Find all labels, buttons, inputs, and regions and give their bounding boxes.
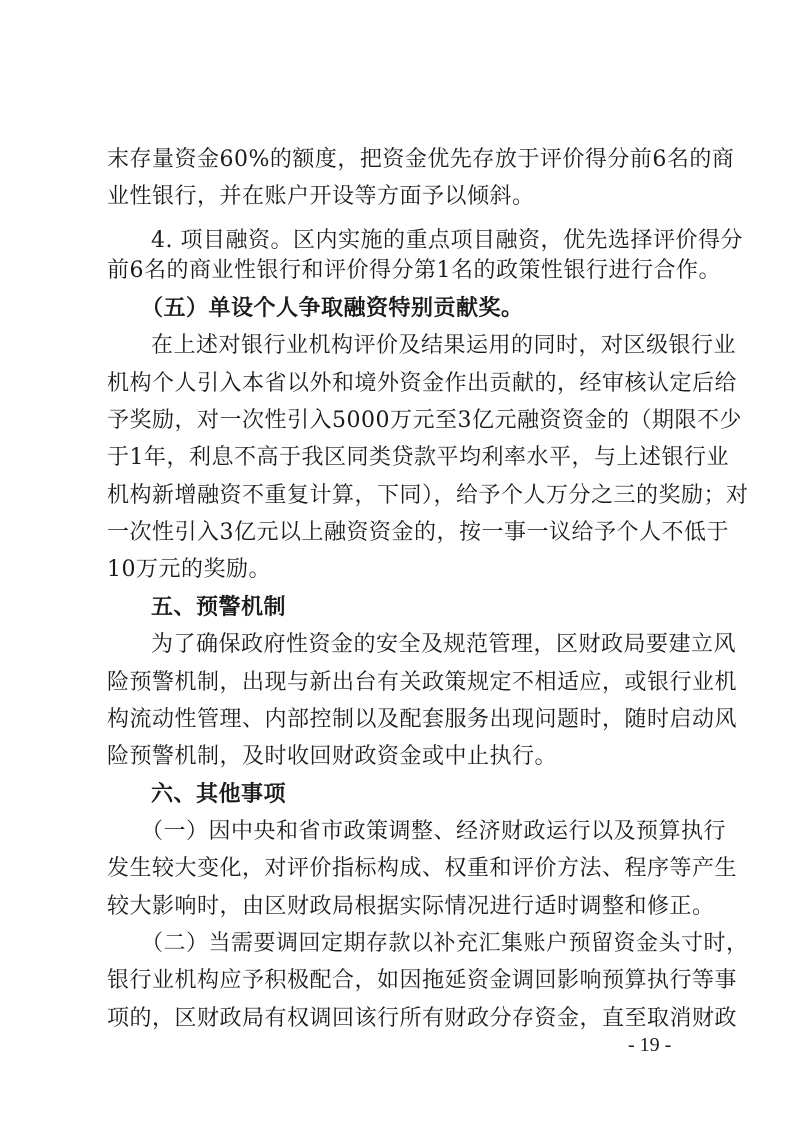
paragraph-line: 为了确保政府性资金的安全及规范管理，区财政局要建立风 [151, 632, 737, 657]
paragraph-line: 较大影响时，由区财政局根据实际情况进行适时调整和修正。 [107, 894, 715, 919]
section-heading: 六、其他事项 [151, 782, 287, 807]
paragraph-line: 构流动性管理、内部控制以及配套服务出现问题时，随时启动风 [107, 707, 738, 732]
paragraph-line: 在上述对银行业机构评价及结果运用的同时，对区级银行业 [151, 333, 737, 358]
paragraph-line: 险预警机制，出现与新出台有关政策规定不相适应，或银行业机 [107, 670, 738, 695]
paragraph-line: 险预警机制，及时收回财政资金或中止执行。 [107, 744, 558, 769]
paragraph-line: 前6名的商业性银行和评价得分第1名的政策性银行进行合作。 [107, 258, 721, 283]
paragraph-line: （二）当需要调回定期存款以补充汇集账户预留资金头寸时， [141, 931, 749, 956]
paragraph-line: （一）因中央和省市政策调整、经济财政运行以及预算执行 [141, 819, 727, 844]
paragraph-line: 末存量资金60%的额度，把资金优先存放于评价得分前6名的商 [107, 147, 735, 172]
paragraph-line: 10万元的奖励。 [107, 557, 271, 582]
paragraph-line: 一次性引入3亿元以上融资资金的，按一事一议给予个人不低于 [107, 520, 729, 545]
paragraph-line: 予奖励，对一次性引入5000万元至3亿元融资资金的（期限不少 [107, 408, 742, 433]
paragraph-line: 于1年，利息不高于我区同类贷款平均利率水平，与上述银行业 [107, 445, 729, 470]
page-number: - 19 - [628, 1034, 672, 1056]
paragraph-line: 4. 项目融资。区内实施的重点项目融资，优先选择评价得分 [151, 228, 743, 253]
paragraph-line: 机构个人引入本省以外和境外资金作出贡献的，经审核认定后给 [107, 371, 738, 396]
paragraph-line: 业性银行，并在账户开设等方面予以倾斜。 [107, 184, 535, 209]
section-heading: 五、预警机制 [151, 595, 287, 620]
paragraph-line: 银行业机构应予积极配合，如因拖延资金调回影响预算执行等事 [107, 968, 738, 993]
paragraph-line: 发生较大变化，对评价指标构成、权重和评价方法、程序等产生 [107, 856, 738, 881]
paragraph-line: 机构新增融资不重复计算，下同），给予个人万分之三的奖励；对 [107, 483, 749, 508]
paragraph-line: 项的，区财政局有权调回该行所有财政分存资金，直至取消财政 [107, 1006, 738, 1031]
section-subheading: （五）单设个人争取融资特别贡献奖。 [141, 296, 524, 321]
